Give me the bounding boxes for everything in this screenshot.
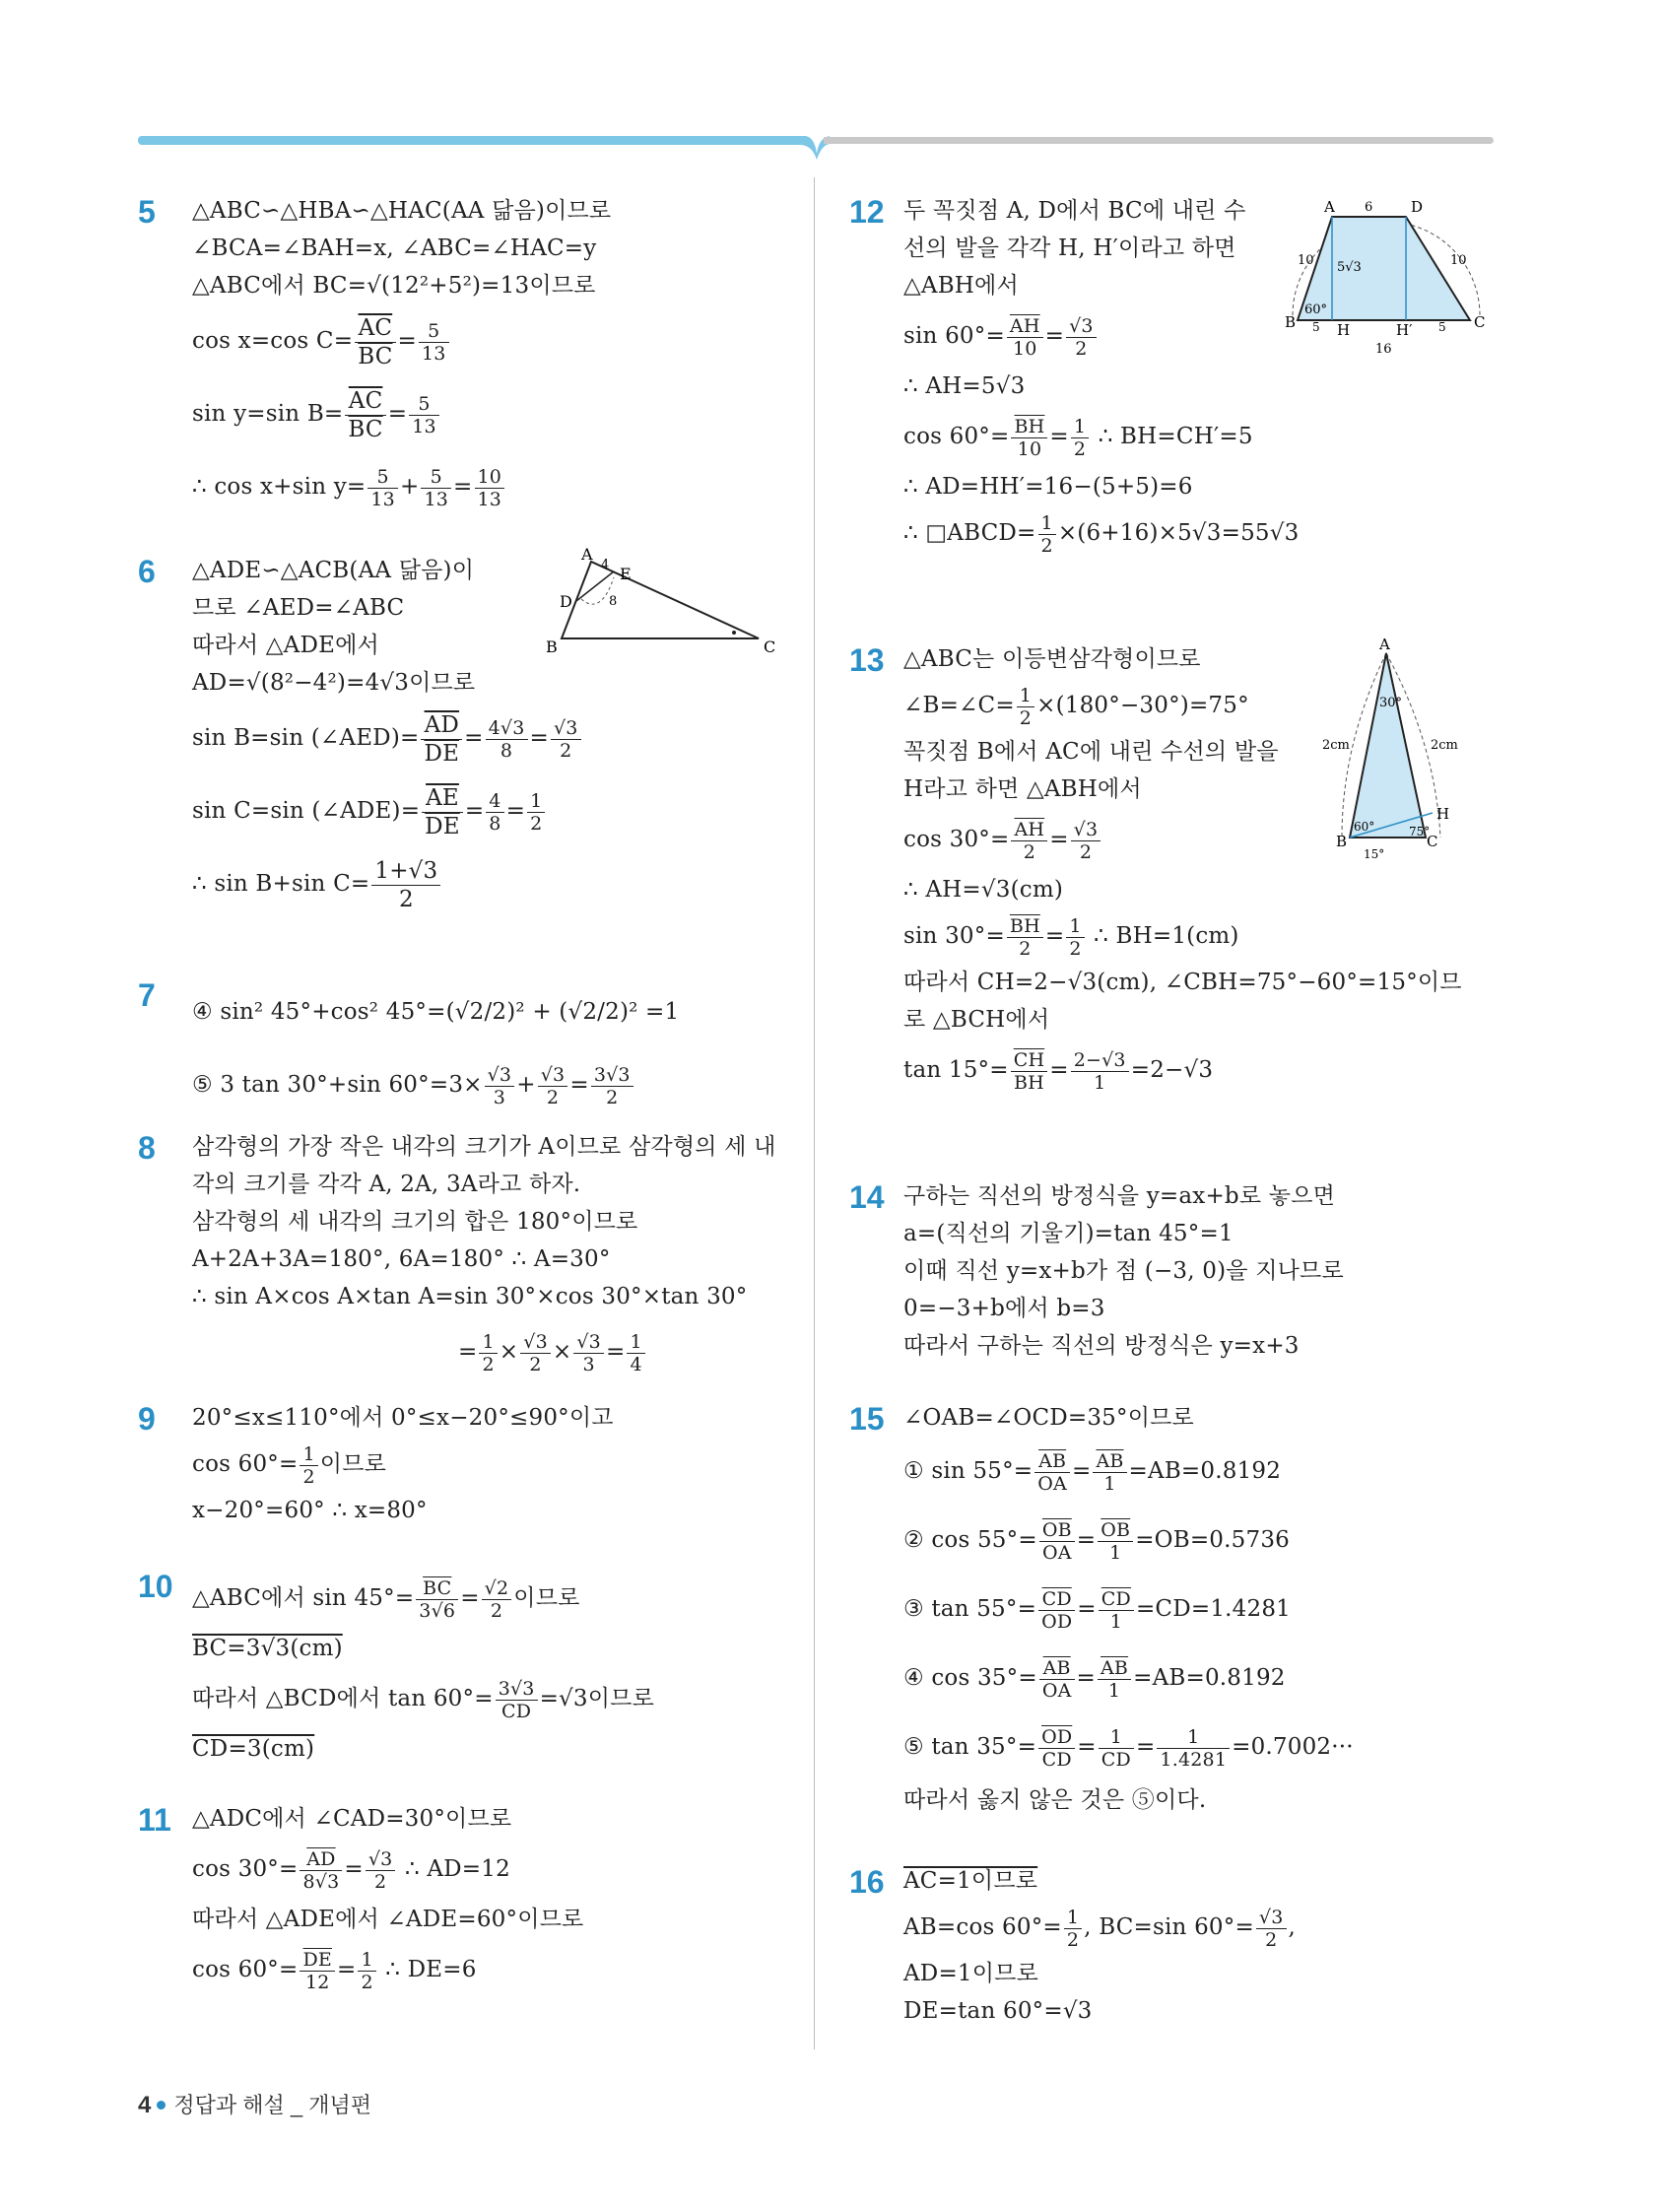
line: 선의 발을 각각 H, H′이라고 하면 <box>903 235 1236 261</box>
problem-number: 16 <box>849 1864 885 1900</box>
line: 따라서 구하는 직선의 방정식은 y=x+3 <box>903 1333 1300 1359</box>
line: cos 30°= $\frac{\overline{AD}}{8√3}$ = $\frac{√3}{2}$ ∴ AD=12 <box>192 1847 510 1893</box>
line: ④ cos 35°= $\frac{\overline{AB}}{OA}$ = $\frac{\overline{AB}}{1}$ =AB=0.8192 <box>903 1656 1286 1702</box>
line: sin B=sin (∠AED)= $\frac{\overline{AD}}{DE}$ = $\frac{4√3}{8}$ = $\frac{√3}{2}$ <box>192 702 583 774</box>
line: ∴ sin A×cos A×tan A=sin 30°×cos 30°×tan 30° <box>192 1284 748 1309</box>
line: tan 15°= $\frac{\overline{CH}}{BH}$ = $\frac{2-√3}{1}$ =2−√3 <box>903 1048 1214 1094</box>
label-B: B <box>1336 833 1348 850</box>
line: △ABH에서 <box>903 273 1019 299</box>
line: ∠BCA=∠BAH=x, ∠ABC=∠HAC=y <box>192 235 597 261</box>
column-divider <box>814 177 815 2049</box>
line: 두 꼭짓점 A, D에서 BC에 내린 수 <box>903 198 1246 224</box>
label-C: C <box>1474 313 1486 331</box>
line: ③ tan 55°= $\frac{\overline{CD}}{OD}$ = $\frac{\overline{CD}}{1}$ =CD=1.4281 <box>903 1587 1291 1633</box>
line: ① sin 55°= $\frac{\overline{AB}}{OA}$ = $\frac{\overline{AB}}{1}$ =AB=0.8192 <box>903 1449 1282 1495</box>
label-D: D <box>1411 198 1424 216</box>
label-H: H <box>1436 805 1450 823</box>
problem-number: 12 <box>849 194 885 230</box>
label-10b: 10 <box>1450 253 1467 268</box>
line: △ABC는 이등변삼각형이므로 <box>903 646 1201 672</box>
problem-number: 13 <box>849 642 885 678</box>
label-30: 30° <box>1379 696 1403 710</box>
line: ② cos 55°= $\frac{\overline{OB}}{OA}$ = $\frac{\overline{OB}}{1}$ =OB=0.5736 <box>903 1518 1290 1564</box>
line: cos 60°= $\frac{\overline{BH}}{10}$ = $\frac{1}{2}$ ∴ BH=CH′=5 <box>903 415 1253 460</box>
label-60: 60° <box>1354 820 1375 834</box>
line: 삼각형의 세 내각의 크기의 합은 180°이므로 <box>192 1209 638 1235</box>
line: AD=1이므로 <box>903 1961 1039 1986</box>
line: cos 30°= $\frac{\overline{AH}}{2}$ = $\frac{√3}{2}$ <box>903 808 1462 871</box>
problem-number: 8 <box>138 1130 156 1166</box>
line: AC=1이므로 <box>903 1868 1038 1894</box>
label-E: E <box>620 565 632 583</box>
line: 따라서 △ADE에서 <box>192 633 379 658</box>
problem-number: 6 <box>138 554 156 589</box>
page-number: 4 <box>138 2092 152 2118</box>
label-10a: 10 <box>1298 253 1314 268</box>
line: ∴ AH=5√3 <box>903 373 1026 399</box>
footer-text: 정답과 해설 _ 개념편 <box>173 2093 371 2117</box>
label-B: B <box>546 637 558 656</box>
line: 따라서 CH=2−√3(cm), ∠CBH=75°−60°=15°이므 <box>903 970 1462 995</box>
line: △ABC에서 sin 45°= $\frac{\overline{BC}}{3√6}$ = $\frac{√2}{2}$ 이므로 <box>192 1576 580 1622</box>
problem-number: 5 <box>138 194 156 230</box>
trapezoid-figure-12 <box>1283 197 1490 365</box>
line: sin 30°= $\frac{\overline{BH}}{2}$ = $\frac{1}{2}$ ∴ BH=1(cm) <box>903 914 1239 960</box>
line: sin y=sin B= $\frac{\overline{AC}}{BC}$ = $\frac{5}{13}$ <box>192 377 611 450</box>
label-2cm-right: 2cm <box>1431 738 1458 753</box>
line: 따라서 옳지 않은 것은 ⑤이다. <box>903 1787 1207 1813</box>
line: 므로 ∠AED=∠ABC <box>192 595 405 621</box>
page-footer <box>138 2089 371 2119</box>
label-75: 75° <box>1409 825 1431 838</box>
line: 20°≤x≤110°에서 0°≤x−20°≤90°이고 <box>192 1405 614 1431</box>
line: = $\frac{1}{2}$ × $\frac{√3}{2}$ × $\frac{√3}{3}$ = $\frac{1}{4}$ <box>192 1315 776 1388</box>
line: ∴ AH=√3(cm) <box>903 877 1064 903</box>
line: 꼭짓점 B에서 AC에 내린 수선의 발을 <box>903 739 1279 765</box>
problem-number: 14 <box>849 1179 885 1215</box>
header-bar-right <box>824 137 1494 144</box>
problem-number: 9 <box>138 1401 156 1437</box>
line: cos x=cos C= $\frac{\overline{AC}}{BC}$ = $\frac{5}{13}$ <box>192 304 611 377</box>
line: ∠B=∠C= $\frac{1}{2}$ ×(180°−30°)=75° <box>903 684 1249 729</box>
line: H라고 하면 △ABH에서 <box>903 776 1142 802</box>
line: BC=3√3(cm) <box>192 1636 343 1661</box>
problem-number: 10 <box>138 1569 173 1604</box>
isosceles-figure-13 <box>1322 636 1490 872</box>
label-D: D <box>560 592 572 611</box>
label-A: A <box>1379 636 1390 653</box>
line: 구하는 직선의 방정식을 y=ax+b로 놓으면 <box>903 1183 1336 1209</box>
line: AD=√(8²−4²)=4√3이므로 <box>192 670 476 696</box>
label-6: 6 <box>1365 200 1373 215</box>
label-5a: 5 <box>1312 320 1320 334</box>
line: ∴ AD=HH′=16−(5+5)=6 <box>903 474 1193 500</box>
label-H-prime: H′ <box>1396 321 1413 339</box>
line: 각의 크기를 각각 A, 2A, 3A라고 하자. <box>192 1172 581 1197</box>
label-2cm-left: 2cm <box>1322 738 1350 753</box>
line: ⑤ tan 35°= $\frac{\overline{OD}}{CD}$ = $\frac{1}{CD}$ = $\frac{1}{1.4281}$ =0.7002··· <box>903 1725 1354 1771</box>
line: DE=tan 60°=√3 <box>903 1998 1093 2024</box>
line: △ABC∽△HBA∽△HAC(AA 닮음)이므로 <box>192 198 612 224</box>
label-5b: 5 <box>1438 320 1446 334</box>
line: ∴ sin B+sin C= $\frac{1+√3}{2}$ <box>192 847 583 920</box>
triangle-figure-6 <box>542 542 778 670</box>
problem-number: 7 <box>138 977 156 1013</box>
line: sin C=sin (∠ADE)= $\frac{\overline{AE}}{DE}$ = $\frac{4}{8}$ = $\frac{1}{2}$ <box>192 774 583 847</box>
line: A+2A+3A=180°, 6A=180° ∴ A=30° <box>192 1246 611 1272</box>
label-H: H <box>1337 321 1351 339</box>
label-C: C <box>764 637 776 656</box>
line: 삼각형의 가장 작은 내각의 크기가 A이므로 삼각형의 세 내 <box>192 1134 776 1160</box>
header-bar-left <box>138 136 806 145</box>
label-4: 4 <box>601 558 610 572</box>
label-60: 60° <box>1304 302 1328 317</box>
label-5root3: 5√3 <box>1337 260 1362 275</box>
line: △ADC에서 ∠CAD=30°이므로 <box>192 1806 512 1832</box>
line: cos 60°= $\frac{1}{2}$ 이므로 <box>192 1442 387 1488</box>
line: 이때 직선 y=x+b가 점 (−3, 0)을 지나므로 <box>903 1258 1344 1284</box>
problem-number: 11 <box>138 1802 171 1838</box>
line: 따라서 △BCD에서 tan 60°= $\frac{3√3}{CD}$ =√3이므로 <box>192 1677 654 1722</box>
line: CD=3(cm) <box>192 1736 315 1762</box>
line: AB=cos 60°= $\frac{1}{2}$ , BC=sin 60°= $\frac{√3}{2}$ , <box>903 1906 1297 1951</box>
bullet-dot-icon <box>157 2101 166 2110</box>
line: 따라서 △ADE에서 ∠ADE=60°이므로 <box>192 1907 584 1932</box>
line: x−20°=60° ∴ x=80° <box>192 1498 428 1523</box>
label-8: 8 <box>609 594 618 609</box>
label-A: A <box>581 545 593 564</box>
label-15: 15° <box>1364 847 1385 861</box>
line: cos 60°= $\frac{\overline{DE}}{12}$ = $\frac{1}{2}$ ∴ DE=6 <box>192 1948 477 1993</box>
line: ⑤ 3 tan 30°+sin 60°=3× $\frac{√3}{3}$ + $\frac{√3}{2}$ = $\frac{3√3}{2}$ <box>192 1048 679 1121</box>
line: 로 △BCH에서 <box>903 1007 1050 1033</box>
line: ∴ □ABCD= $\frac{1}{2}$ ×(6+16)×5√3=55√3 <box>903 511 1300 557</box>
line: △ADE∽△ACB(AA 닮음)이 <box>192 558 475 583</box>
label-16: 16 <box>1375 342 1392 357</box>
line: △ABC에서 BC=√(12²+5²)=13이므로 <box>192 273 596 299</box>
label-C: C <box>1427 833 1438 850</box>
line: 0=−3+b에서 b=3 <box>903 1296 1105 1321</box>
line: a=(직선의 기울기)=tan 45°=1 <box>903 1221 1234 1246</box>
line: ∠OAB=∠OCD=35°이므로 <box>903 1405 1194 1431</box>
line: ④ sin² 45°+cos² 45°=(√2/2)² + (√2/2)² =1 <box>192 999 680 1025</box>
problem-number: 15 <box>849 1401 885 1437</box>
line: ∴ cos x+sin y= $\frac{5}{13}$ + $\frac{5}{13}$ = $\frac{10}{13}$ <box>192 450 611 523</box>
label-B: B <box>1285 313 1297 331</box>
label-A: A <box>1324 198 1335 216</box>
line: sin 60°= $\frac{\overline{AH}}{10}$ = $\frac{√3}{2}$ <box>903 304 1299 368</box>
